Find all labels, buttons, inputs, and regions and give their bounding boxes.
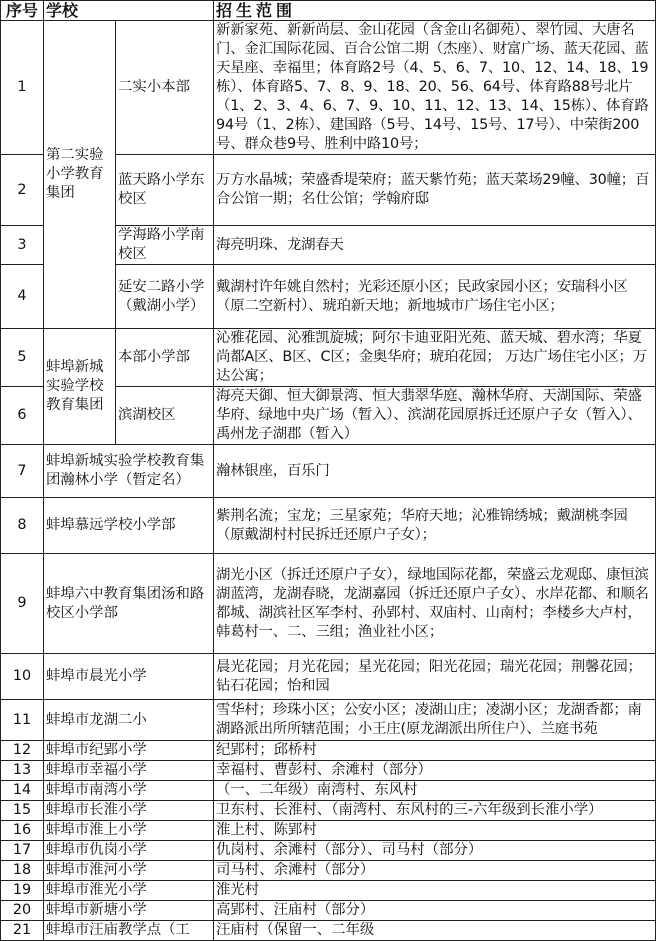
row-no: 9 bbox=[1, 554, 44, 654]
table-row bbox=[1, 761, 656, 781]
school-name: 蚌埠新城实验学校教育集团瀚林小学（暂定名） bbox=[44, 445, 214, 498]
row-no: 8 bbox=[1, 498, 44, 554]
enrollment-range: （一、二年级）南湾村、东风村 bbox=[214, 781, 656, 801]
enrollment-range: 湖光小区（拆迁还原户子女），绿地国际花都，荣盛云龙观邸、康恒滨湖蓝湾，龙湖春晓，龙湖嘉园（拆迁还原户子女）、水岸花都、和顺名都城、湖滨社区军李村、孙郢村、双庙村、山南村；李楼乡大卢村，韩葛村一、二、三组；渔业社小区； bbox=[214, 554, 656, 654]
school-name: 蚌埠市龙湖二小 bbox=[44, 700, 214, 741]
enrollment-range: 幸福村、曹彭村、余滩村（部分） bbox=[214, 761, 656, 781]
header-no: 序号 bbox=[1, 1, 44, 21]
table-row bbox=[1, 881, 656, 901]
school-name: 蚌埠市长淮小学 bbox=[44, 801, 214, 821]
school-name: 蚌埠市晨光小学 bbox=[44, 654, 214, 700]
table-row bbox=[1, 741, 656, 761]
row-no: 12 bbox=[1, 741, 44, 761]
row-no: 21 bbox=[1, 921, 44, 941]
enrollment-range: 高郢村、汪庙村（部分） bbox=[214, 901, 656, 921]
table-row bbox=[1, 801, 656, 821]
enrollment-range: 卫东村、长淮村、（南湾村、东风村的三-六年级到长淮小学） bbox=[214, 801, 656, 821]
header-row bbox=[1, 1, 656, 21]
header-range: 招生范围 bbox=[214, 1, 656, 21]
group-name: 蚌埠新城实验学校教育集团 bbox=[44, 329, 116, 445]
row-no: 13 bbox=[1, 761, 44, 781]
table-row bbox=[1, 329, 656, 387]
enrollment-range: 司马村、余滩村（部分） bbox=[214, 861, 656, 881]
enrollment-range: 戴湖村许年姚自然村；光彩还原小区；民政家园小区；安瑞科小区（原二空新村）、琥珀新天地；新地城市广场住宅小区； bbox=[214, 265, 656, 329]
row-no: 5 bbox=[1, 329, 44, 387]
school-name: 蓝天路小学东校区 bbox=[116, 155, 214, 226]
school-name: 蚌埠市纪郢小学 bbox=[44, 741, 214, 761]
enrollment-range: 淮光村 bbox=[214, 881, 656, 901]
enrollment-range: 瀚林银座，百乐门 bbox=[214, 445, 656, 498]
table-row bbox=[1, 841, 656, 861]
school-name: 学海路小学南校区 bbox=[116, 226, 214, 265]
school-name: 蚌埠市新塘小学 bbox=[44, 901, 214, 921]
school-name: 蚌埠市淮光小学 bbox=[44, 881, 214, 901]
table-row bbox=[1, 781, 656, 801]
enrollment-range: 海亮天御、恒大御景湾、恒大翡翠华庭、瀚林华府、天湖国际、荣盛华府、绿地中央广场（暂入）、滨湖花园原拆迁还原户子女（暂入）、禹州龙子湖郡（暂入） bbox=[214, 387, 656, 445]
row-no: 10 bbox=[1, 654, 44, 700]
table-row bbox=[1, 700, 656, 741]
row-no: 18 bbox=[1, 861, 44, 881]
enrollment-range: 沁雅花园、沁雅凯旋城；阿尔卡迪亚阳光苑、蓝天城、碧水湾；华夏尚都A区、B区、C区；金奥华府；琥珀花园； 万达广场住宅小区；万达公寓； bbox=[214, 329, 656, 387]
school-name: 蚌埠市仇岗小学 bbox=[44, 841, 214, 861]
school-name: 蚌埠市幸福小学 bbox=[44, 761, 214, 781]
school-name: 本部小学部 bbox=[116, 329, 214, 387]
row-no: 11 bbox=[1, 700, 44, 741]
table-row bbox=[1, 554, 656, 654]
enrollment-range: 新新家苑、新新尚层、金山花园（含金山名御苑）、翠竹园、大唐名门、金汇国际花园、百合公馆二期（杰座）、财富广场、蓝天花园、蓝天星座、幸福里；体育路2号（4、5、6、7、10、12、14、18、19栋）、体育路5、7、8、9、18、20、56、64号、体育路88号北片（1、2、3、4、6、7、9、10、11、12、13、14、15栋）、体育路94号（1、2栋）、建国路（5号、14号、15号、17号）、中荣街200号、群众巷9号、胜利中路10号； bbox=[214, 21, 656, 155]
school-name: 蚌埠市淮河小学 bbox=[44, 861, 214, 881]
table-row bbox=[1, 901, 656, 921]
row-no: 17 bbox=[1, 841, 44, 861]
school-name: 延安二路小学（戴湖小学） bbox=[116, 265, 214, 329]
school-name: 蚌埠市南湾小学 bbox=[44, 781, 214, 801]
row-no: 16 bbox=[1, 821, 44, 841]
row-no: 6 bbox=[1, 387, 44, 445]
enrollment-range: 纪郢村；邱桥村 bbox=[214, 741, 656, 761]
row-no: 7 bbox=[1, 445, 44, 498]
enrollment-range: 汪庙村（保留一、二年级 bbox=[214, 921, 656, 941]
table-row bbox=[1, 654, 656, 700]
enrollment-range: 晨光花园；月光花园；星光花园；阳光花园；瑞光花园；荆馨花园；钻石花园；怡和园 bbox=[214, 654, 656, 700]
school-name: 蚌埠六中教育集团汤和路校区小学部 bbox=[44, 554, 214, 654]
group-name: 第二实验小学教育集团 bbox=[44, 21, 116, 329]
row-no: 14 bbox=[1, 781, 44, 801]
school-name: 蚌埠慕远学校小学部 bbox=[44, 498, 214, 554]
table-row bbox=[1, 445, 656, 498]
row-no: 15 bbox=[1, 801, 44, 821]
school-name: 蚌埠市汪庙教学点（工 bbox=[44, 921, 214, 941]
table-row bbox=[1, 821, 656, 841]
table-row bbox=[1, 861, 656, 881]
enrollment-range: 仇岗村、余滩村（部分）、司马村（部分） bbox=[214, 841, 656, 861]
school-name: 蚌埠市淮上小学 bbox=[44, 821, 214, 841]
enrollment-range: 紫荆名流；宝龙；三星家苑；华府天地；沁雅锦绣城；戴湖桃李园（原戴湖村村民拆迁还原户子女）； bbox=[214, 498, 656, 554]
enrollment-range: 淮上村、陈郢村 bbox=[214, 821, 656, 841]
enrollment-range: 海亮明珠、龙湖春天 bbox=[214, 226, 656, 265]
row-no: 2 bbox=[1, 155, 44, 226]
row-no: 19 bbox=[1, 881, 44, 901]
table-row bbox=[1, 498, 656, 554]
enrollment-range: 雪华村；珍珠小区；公安小区；凌湖山庄；凌湖小区；龙湖香都；南湖路派出所所辖范围；小王庄(原龙湖派出所住户）、兰庭书苑 bbox=[214, 700, 656, 741]
table-row bbox=[1, 21, 656, 155]
school-name: 滨湖校区 bbox=[116, 387, 214, 445]
row-no: 4 bbox=[1, 265, 44, 329]
row-no: 3 bbox=[1, 226, 44, 265]
enrollment-range: 万方水晶城；荣盛香堤荣府；蓝天紫竹苑；蓝天菜场29幢、30幢；百合公馆一期；名仕公馆；学翰府邸 bbox=[214, 155, 656, 226]
row-no: 1 bbox=[1, 21, 44, 155]
school-name: 二实小本部 bbox=[116, 21, 214, 155]
row-no: 20 bbox=[1, 901, 44, 921]
header-school: 学校 bbox=[44, 1, 214, 21]
